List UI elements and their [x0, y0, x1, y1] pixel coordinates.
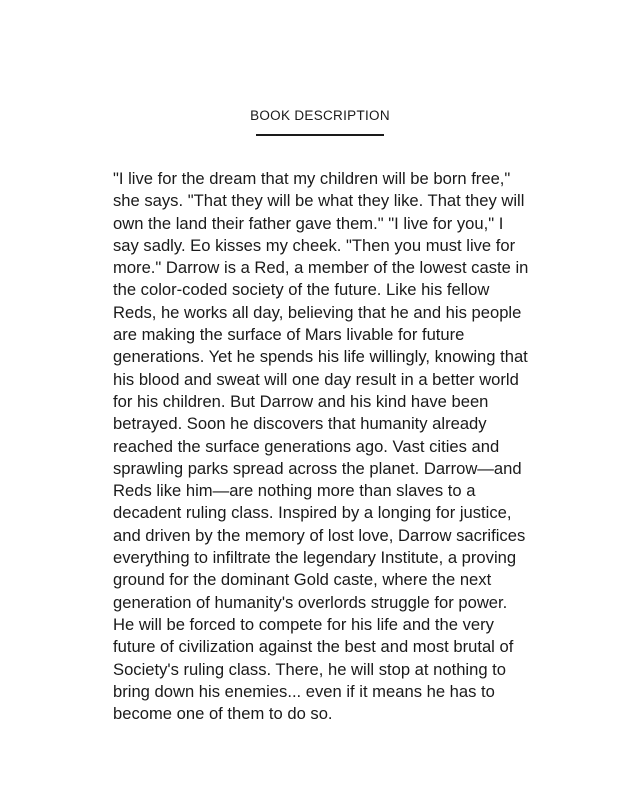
book-description-text: "I live for the dream that my children will be born free," she says. "That they will be what they like. That they will own the land their father gave them." "I live for you," I say sadly. Eo kisses my cheek. "Then you must live for more." Darrow is a Red, a member of the lowest caste in the color-coded society of the future. Like his fellow Reds, he works all day, believing that he and his people are making the surface of Mars livable for future generations. Yet he spends his life willingly, knowing that his blood and sweat will one day result in a better world for his children. But Darrow and his kind have been betrayed. Soon he discovers that humanity already reached the surface generations ago. Vast cities and sprawling parks spread across the planet. Darrow—and Reds like him—are nothing more than slaves to a decadent ruling class. Inspired by a longing for justice, and driven by the memory of lost love, Darrow sacrifices everything to infiltrate the legendary Institute, a proving ground for the dominant Gold caste, where the next generation of humanity's overlords struggle for power. He will be forced to compete for his life and the very future of civilization against the best and most brutal of Society's ruling class. There, he will stop at nothing to bring down his enemies... even if it means he has to become one of them to do so. — [113, 169, 529, 724]
heading-underline — [256, 134, 384, 136]
section-heading: BOOK DESCRIPTION — [250, 108, 390, 123]
